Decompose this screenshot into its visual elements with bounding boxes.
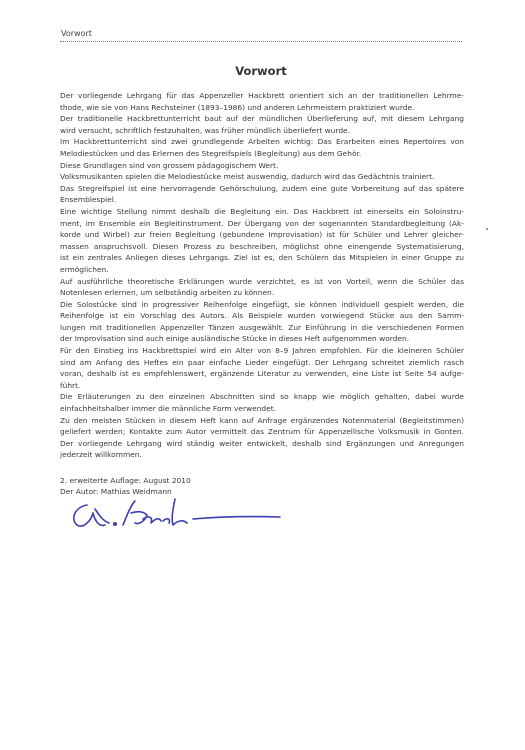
body-line: massen anspruchsvoll. Diesen Prozess zu beschreiben, möglichst ohne einengende Systematisierung,	[60, 241, 464, 251]
running-header: Vorwort	[61, 29, 92, 38]
body-line: Notenlesen erlernen, um selbständig arbeiten zu können.	[60, 288, 275, 298]
body-line: Volksmusikanten spielen die Melodiestücke meist auswendig, dadurch wird das Gedächtnis trainiert.	[60, 172, 435, 182]
body-line: lungen mit traditionellen Appenzeller Tänzen ausgewählt. Zur Einführung in die verschiedenen Formen	[60, 322, 464, 332]
body-line: einfachheitshalber immer die männliche Form verwendet.	[60, 404, 277, 414]
body-line: ermöglichen.	[60, 264, 109, 274]
body-text	[60, 90, 464, 461]
body-line: Auf ausführliche theoretische Erklärungen wurde verzichtet, es ist von Vorteil, wenn die Schüler das	[60, 276, 464, 286]
body-line: voran, deshalb ist es empfehlenswert, ergänzende Literatur zu verwenden, eine Liste ist Seite 54 aufge-	[60, 369, 464, 379]
body-line: Der vorliegende Lehrgang für das Appenzeller Hackbrett orientiert sich an der traditionellen Lehrme-	[60, 91, 464, 100]
body-line: thode, wie sie von Hans Rechsteiner (1893–1986) und anderen Lehrmeistern praktiziert wurde.	[60, 102, 415, 112]
header-divider	[60, 41, 462, 42]
body-line: jederzeit willkommen.	[60, 450, 142, 460]
body-line: Reihenfolge ist ein Vorschlag des Autors. Als Beispiele wurden vorwiegend Stücke aus den Samm-	[60, 311, 464, 321]
body-line: Eine wichtige Stellung nimmt deshalb die Begleitung ein. Das Hackbrett ist einerseits ein Soloinstru-	[60, 206, 464, 216]
margin-mark	[486, 228, 488, 230]
page-title: Vorwort	[235, 64, 287, 78]
body-line: ist ein zentrales Anliegen dieses Lehrgangs. Ziel ist es, den Schülern das Mitspielen in einer Gruppe zu	[60, 253, 464, 263]
body-line: Der vorliegende Lehrgang wird ständig weiter entwickelt, deshalb sind Ergänzungen und Anregungen	[60, 438, 464, 448]
body-line: Der traditionelle Hackbrettunterricht baut auf der mündlichen Überlieferung auf, mit diesem Lehrgang	[60, 114, 464, 124]
author-line: Der Autor: Mathias Weidmann	[60, 487, 172, 497]
body-line: Die Solostücke sind in progressiver Reihenfolge eingefügt, sie können individuell gespielt werden, die	[60, 299, 464, 309]
body-line: sind am Anfang des Heftes ein paar einfache Lieder eingefügt. Der Lehrgang schreitet ziemlich rasch	[60, 357, 464, 367]
body-line: korde und Wirbel) zur freien Begleitung (gebundene Improvisation) ist für Schüler und Lehrer gleicher-	[60, 230, 464, 240]
body-line: wird versucht, schriftlich festzuhalten, was früher mündlich überliefert wurde.	[60, 125, 350, 135]
body-line: Für den Einstieg ins Hackbrettspiel wird ein Alter von 8–9 Jahren empfohlen. Für die kleineren Schüler	[60, 346, 464, 356]
body-line: Diese Grundlagen sind von grossem pädagogischem Wert.	[60, 160, 279, 170]
body-line: Ensemblespiel.	[60, 195, 117, 205]
body-line: Im Hackbrettunterricht sind zwei grundlegende Arbeiten wichtig: Das Erarbeiten eines Repertoires von	[60, 137, 464, 147]
body-line: führt.	[60, 380, 81, 390]
body-line: ment, im Ensemble ein Begleitinstrument. Der Übergang von der sogenannten Standardbegleitung (Ak-	[60, 218, 464, 228]
handwritten-signature	[65, 495, 305, 535]
body-line: Die Erläuterungen zu den einzelnen Abschnitten sind so knapp wie möglich gehalten, dabei wurde	[60, 392, 464, 402]
body-line: der Improvisation sind auch einige ausländische Stücke in dieses Heft aufgenommen worden.	[60, 334, 410, 344]
body-line: geliefert werden; Kontakte zum Autor vermittelt das Zentrum für Appenzellische Volksmusik in Gonten.	[60, 427, 464, 437]
body-line: Das Stegreifspiel ist eine hervorragende Gehörschulung, zudem eine gute Vorbereitung auf das spätere	[60, 183, 464, 193]
body-line: Melodiestücken und das Erlernen des Stegreifspiels (Begleitung) aus dem Gehör.	[60, 148, 362, 158]
body-line: Zu den meisten Stücken in diesem Heft kann auf Anfrage ergänzendes Notenmaterial (Begleitstimmen)	[60, 415, 464, 425]
edition-note: 2. erweiterte Auflage: August 2010	[60, 476, 191, 485]
